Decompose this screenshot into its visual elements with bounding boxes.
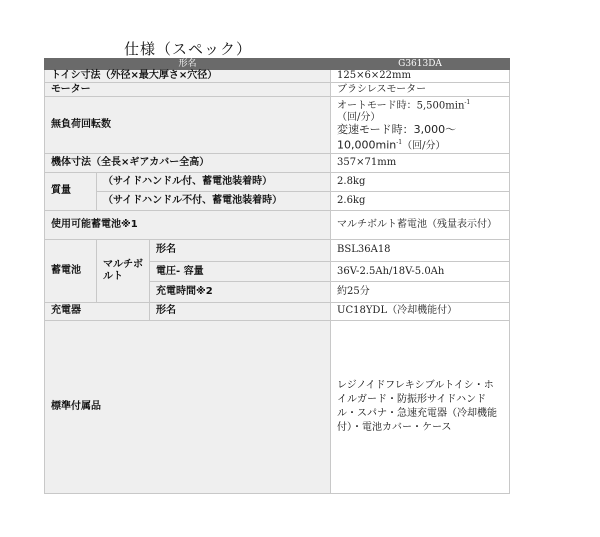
motor-label: モーター [45,83,331,96]
battery-label: 蓄電池 [45,239,97,302]
body-size-value: 357×71mm [331,154,510,172]
battery-usable-value: マルチボルト蓄電池（残量表示付） [331,211,510,239]
mass-with-handle-label: （サイドハンドル付、蓄電池装着時） [97,172,331,191]
charger-model-label: 形名 [150,302,331,320]
accessories-value: レジノイドフレキシブルトイシ・ホイルガード・防振形サイドハンドル・スパナ・急速充電器（冷却機能付）・電池カバー・ケース [331,320,510,493]
battery-type: マルチボルト [97,239,150,302]
mass-without-handle-label: （サイドハンドル不付、蓄電池装着時） [97,191,331,210]
table-header-row [45,59,510,70]
superscript-minus-one: -1 [464,99,471,107]
wheel-size-label: トイシ寸法（外径×最大厚さ×穴径） [45,70,331,83]
battery-charge-value: 約25分 [331,282,510,302]
auto-mode-unit: （回/分） [337,112,381,124]
battery-usable-label: 使用可能蓄電池※1 [45,211,331,239]
battery-voltage-value: 36V-2.5Ah/18V-5.0Ah [331,262,510,282]
superscript-minus-one-2: -1 [396,139,403,147]
battery-charge-label: 充電時間※2 [150,282,331,302]
auto-mode-text: オートモード時：5,500min [337,100,465,112]
motor-value: ブラシレスモーター [331,83,510,96]
table-row [45,320,510,493]
spec-table [44,58,510,494]
battery-voltage-label: 電圧- 容量 [150,262,331,282]
table-row [45,211,510,239]
variable-mode-value: 10,000min [337,138,397,152]
mass-label: 質量 [45,172,97,211]
header-label: 形名 [45,59,331,70]
table-row [45,154,510,172]
battery-model-value: BSL36A18 [331,239,510,261]
table-row [45,70,510,83]
page-title: 仕様（スペック） [124,40,253,58]
table-row [45,239,510,261]
body-size-label: 機体寸法（全長×ギアカバー全高） [45,154,331,172]
header-model: G3613DA [331,59,510,70]
accessories-label: 標準付属品 [45,320,331,493]
charger-model-value: UC18YDL（冷却機能付） [331,302,510,320]
no-load-speed-value [331,96,510,154]
table-row [45,83,510,96]
wheel-size-value: 125×6×22mm [331,70,510,83]
charger-label: 充電器 [45,302,150,320]
table-row [45,172,510,191]
table-row [45,191,510,210]
mass-without-handle-value: 2.6kg [331,191,510,210]
variable-mode-unit: （回/分） [402,140,446,152]
battery-model-label: 形名 [150,239,331,261]
table-row [45,302,510,320]
no-load-speed-label: 無負荷回転数 [45,96,331,154]
variable-mode-text: 変速モード時：3,000～ [337,123,457,137]
table-row [45,96,510,154]
mass-with-handle-value: 2.8kg [331,172,510,191]
